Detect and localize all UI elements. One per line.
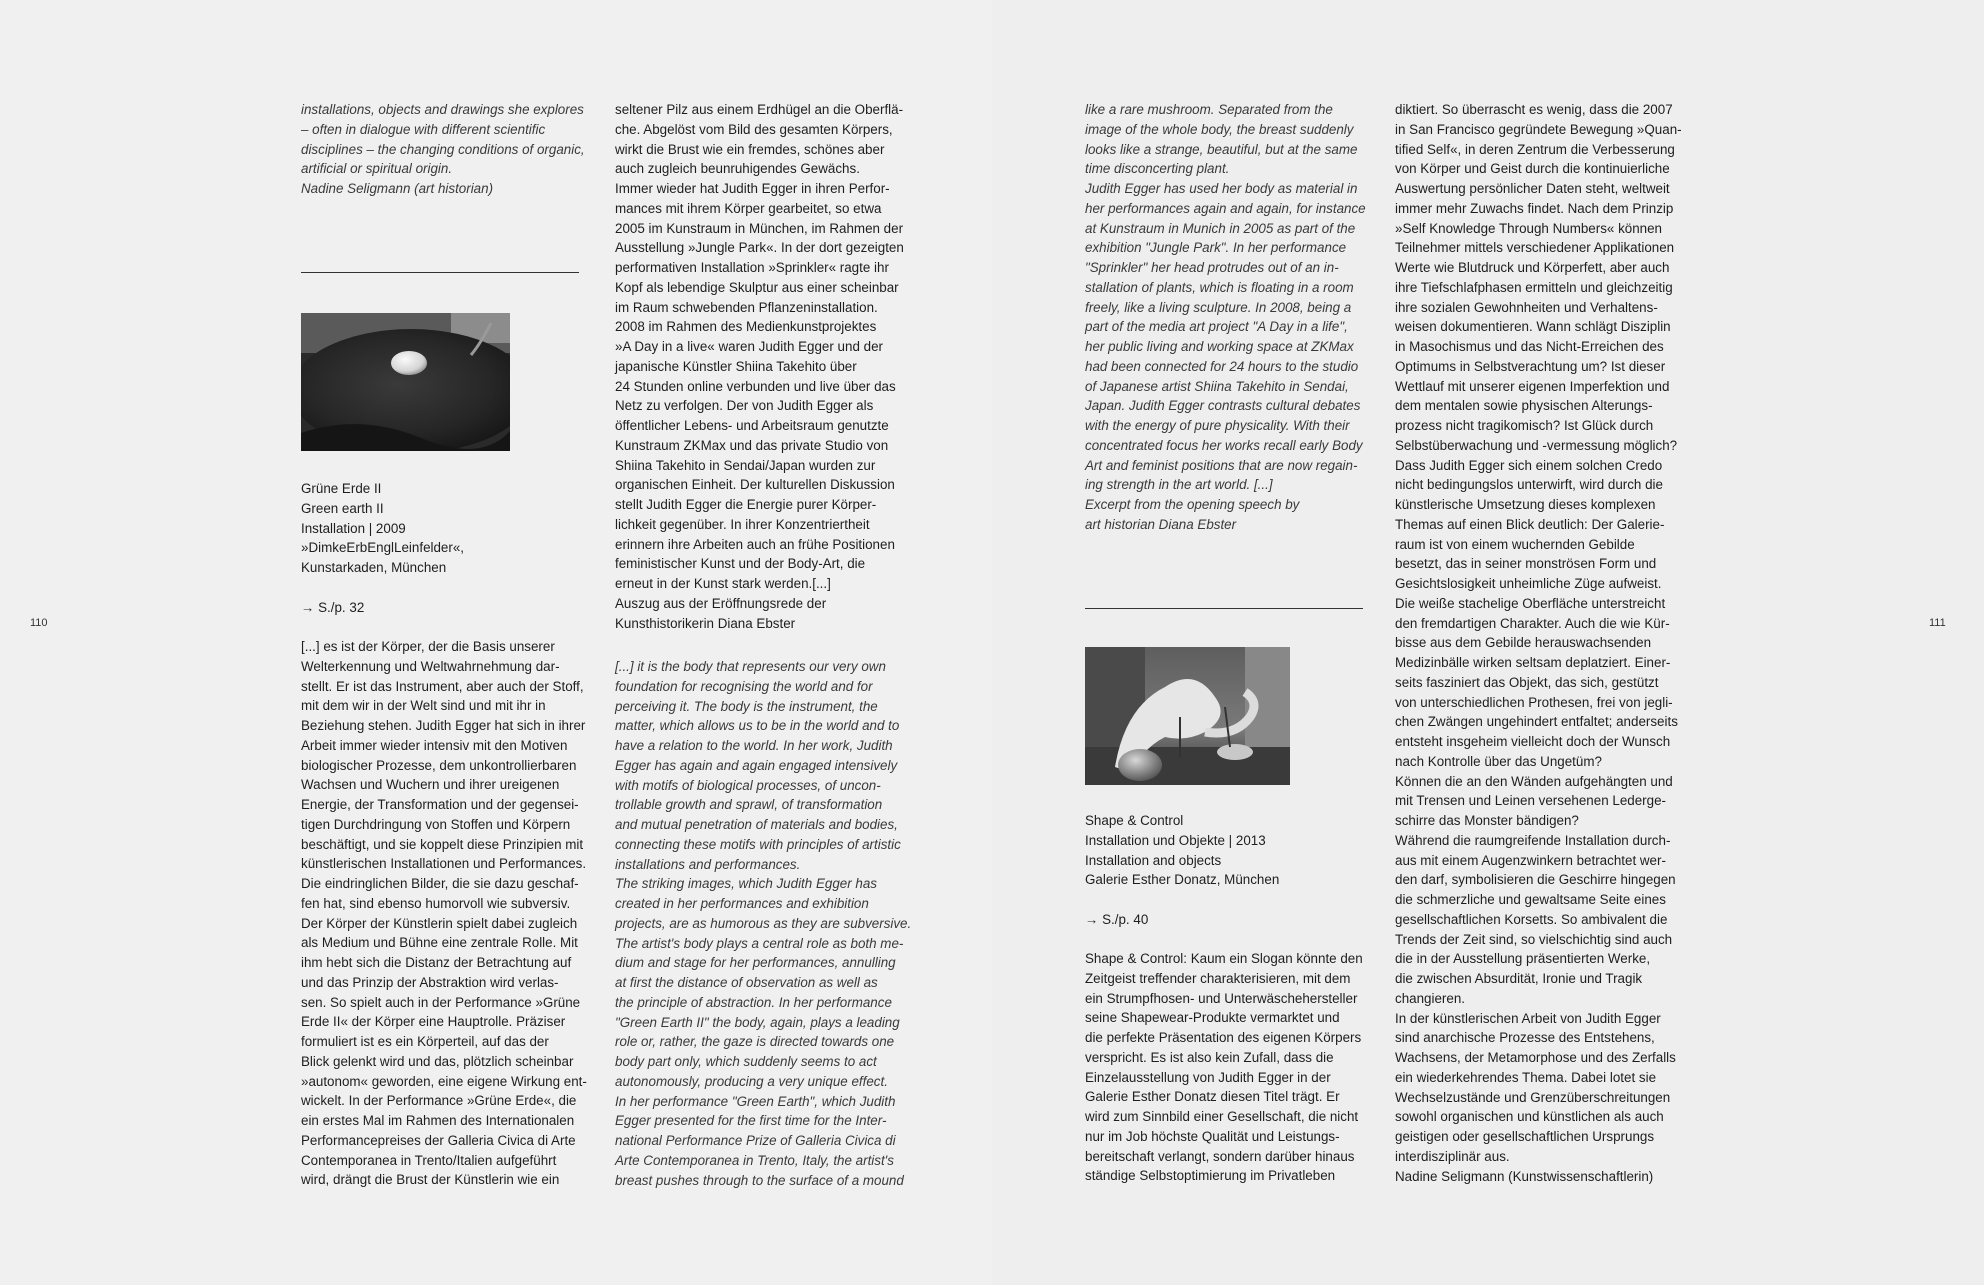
text-line: matter, which allows us to be in the world and to [615, 718, 900, 734]
text-line: concentrated focus her works recall early Body [1085, 437, 1363, 453]
text-line: artificial or spiritual origin. [301, 161, 453, 177]
text-line: wickelt. In der Performance »Grüne Erde«, die [301, 1093, 577, 1109]
source-credit: art historian Diana Ebster [1085, 516, 1237, 532]
text-line: stallation of plants, which is floating in a room [1085, 279, 1354, 295]
caption-exhibition: »DimkeErbEnglLeinfelder«, [301, 540, 465, 556]
text-line: bisse aus dem Gebilde herauswachsenden [1395, 635, 1652, 651]
text-line: Einzelausstellung von Judith Egger in der [1085, 1069, 1331, 1085]
text-line: foundation for recognising the world and for [615, 678, 873, 694]
text-line: performativen Installation »Sprinkler« ragte ihr [615, 260, 889, 275]
text-line: like a rare mushroom. Separated from the [1085, 102, 1333, 117]
text-line: Blick gelenkt wird und das, plötzlich scheinbar [301, 1053, 574, 1069]
text-line: erinnern ihre Arbeiten auch an frühe Positionen [615, 536, 895, 552]
text-line: feministischer Kunst und der Body-Art, die [615, 556, 866, 572]
text-line: lichkeit gegenüber. In ihrer Konzentriertheit [615, 516, 870, 532]
text-line: geistigen oder gesellschaftlichen Ursprungs [1395, 1129, 1655, 1144]
text-line: künstlerische Umsetzung dieses komplexen [1395, 497, 1656, 512]
caption-shape-control [1085, 811, 1375, 930]
text-line: In der künstlerischen Arbeit von Judith Egger [1395, 1010, 1661, 1026]
text-line: auch zugleich beunruhigendes Gewächs. [615, 161, 860, 177]
text-line: schirre das Monster bändigen? [1395, 813, 1579, 828]
text-line: die zwischen Absurdität, Ironie und Tragik [1395, 971, 1643, 986]
text-line: in San Francisco gegründete Bewegung »Quan- [1395, 121, 1682, 137]
text-line: Netz zu verfolgen. Der von Judith Egger als [615, 398, 874, 414]
author-credit: Nadine Seligmann (Kunstwissenschaftlerin) [1395, 1168, 1654, 1184]
text-line: dem mentalen sowie physischen Alterungs- [1395, 398, 1653, 414]
text-line: Wachsen und Wuchern und ihrer ureigenen [301, 777, 560, 793]
text-line: [...] es ist der Körper, der die Basis unserer [301, 639, 555, 654]
text-line: Dass Judith Egger sich einem solchen Credo [1395, 457, 1663, 473]
text-line: Während die raumgreifende Installation durch- [1395, 832, 1671, 848]
intro-text-en [301, 100, 591, 199]
text-line: 2005 im Kunstraum in München, im Rahmen der [615, 220, 904, 236]
text-line: Ausstellung »Jungle Park«. In der dort gezeigten [615, 240, 904, 256]
text-line: trollable growth and sprawl, of transformation [615, 797, 883, 813]
right-page [992, 0, 1984, 1285]
caption-subtitle: Green earth II [301, 500, 384, 516]
text-line: von Körper und Geist durch die kontinuierliche [1395, 161, 1670, 177]
text-line: ing strength in the art world. [...] [1085, 477, 1273, 493]
text-line: Wettlauf mit unserer eigenen Imperfektion und [1395, 378, 1670, 394]
text-line: öffentlicher Lebens- und Arbeitsraum genutzte [615, 418, 889, 433]
text-line: Art and feminist positions that are now regain- [1085, 457, 1358, 473]
text-line: nach Kontrolle über das Ungetüm? [1395, 753, 1602, 769]
text-line: had been connected for 24 hours to the studio [1085, 358, 1359, 374]
text-line: Zeitgeist treffender charakterisieren, mit dem [1085, 970, 1351, 986]
page-reference-link[interactable]: → S./p. 40 [1085, 911, 1149, 927]
text-line: den darf, symbolisieren die Geschirre hingegen [1395, 872, 1676, 888]
text-line: nur im Job höchste Qualität und Leistungs- [1085, 1128, 1340, 1144]
text-line: In her performance "Green Earth", which Judith [615, 1093, 896, 1109]
text-line: Contemporanea in Trento/Italien aufgeführt [301, 1152, 557, 1168]
text-line: part of the media art project "A Day in a life", [1085, 319, 1348, 335]
left-column-2-de [615, 100, 925, 633]
text-line: Arbeit immer wieder intensiv mit den Motiven [301, 737, 568, 753]
text-line: Beziehung stehen. Judith Egger hat sich in ihrer [301, 718, 586, 733]
text-line: changieren. [1395, 990, 1465, 1006]
text-line: looks like a strange, beautiful, but at the same [1085, 141, 1358, 157]
text-line: bereitschaft verlangt, sondern darüber hinaus [1085, 1148, 1355, 1164]
text-line: wirkt die Brust wie ein fremdes, schönes aber [615, 141, 885, 157]
source-credit: Auszug aus der Eröffnungsrede der [615, 595, 827, 611]
text-line: image of the whole body, the breast suddenly [1085, 121, 1354, 137]
text-line: Performancepreises der Galleria Civica di Arte [301, 1132, 576, 1148]
text-line: besetzt, das in seiner monströsen Form und [1395, 556, 1657, 572]
text-line: den fremdartigen Charakter. Auch die wie Kür- [1395, 615, 1670, 631]
text-line: Selbstüberwachung und -vermessung möglich? [1395, 437, 1678, 453]
text-line: Die weiße stachelige Oberfläche unterstreicht [1395, 595, 1666, 611]
text-line: [...] it is the body that represents our very own [615, 659, 886, 674]
text-line: Kopf als lebendige Skulptur aus einer scheinbar [615, 279, 899, 295]
text-line: wird zum Sinnbild einer Gesellschaft, die nicht [1085, 1109, 1359, 1124]
text-line: Egger has again and again engaged intensively [615, 757, 898, 773]
text-line: dium and stage for her performances, annulling [615, 955, 896, 971]
text-line: have a relation to the world. In her work, Judith [615, 738, 893, 753]
text-line: tified Self«, in deren Zentrum die Verbesserung [1395, 141, 1675, 157]
text-line: raum ist von einem wuchernden Gebilde [1395, 536, 1635, 552]
caption-title: Grüne Erde II [301, 481, 382, 496]
text-line: »A Day in a live« waren Judith Egger und der [615, 339, 883, 354]
text-line: "Green Earth II" the body, again, plays a leading [615, 1014, 900, 1030]
text-line: at Kunstraum in Munich in 2005 as part of the [1085, 220, 1356, 236]
body-text-de-left [301, 637, 601, 1190]
divider-rule [1085, 608, 1363, 609]
text-line: künstlerischen Installationen und Performances. [301, 856, 587, 872]
text-line: of Japanese artist Shiina Takehito in Sendai, [1085, 378, 1349, 394]
text-line: Themas auf einen Blick deutlich: Der Galerie- [1395, 516, 1665, 532]
text-line: Gesichtslosigkeit unheimliche Züge aufweist. [1395, 576, 1662, 591]
text-line: exhibition "Jungle Park". In her performance [1085, 240, 1347, 256]
right-column-1-en [1085, 100, 1375, 535]
text-line: die in der Ausstellung präsentierten Werke, [1395, 951, 1651, 967]
text-line: entsteht insgeheim vielleicht doch der Wunsch [1395, 734, 1671, 749]
text-line: Shiina Takehito in Sendai/Japan wurden zur [615, 457, 876, 473]
text-line: freely, like a living sculpture. In 2008, being a [1085, 299, 1352, 315]
text-line: Wechselzustände und Grenzüberschreitungen [1395, 1089, 1671, 1105]
text-line: the principle of abstraction. In her performance [615, 994, 892, 1010]
text-line: ein wiederkehrendes Thema. Dabei lotet sie [1395, 1069, 1657, 1085]
text-line: Medizinbälle wirken seltsam deplatziert. Einer- [1395, 655, 1671, 670]
text-line: her performances again and again, for instance [1085, 200, 1366, 216]
text-line: with motifs of biological processes, of uncon- [615, 777, 881, 793]
text-line: autonomously, producing a very unique effect. [615, 1073, 888, 1089]
text-line: Können die an den Wänden aufgehängten und [1395, 773, 1673, 789]
text-line: 24 Stunden online verbunden und live über das [615, 378, 896, 394]
text-line: beschäftigt, und sie koppelt diese Prinzipien mit [301, 836, 584, 852]
photo-graphic [1085, 647, 1290, 785]
caption-gruene-erde [301, 479, 591, 617]
text-line: diktiert. So überrascht es wenig, dass die 2007 [1395, 102, 1673, 117]
text-line: ständige Selbstoptimierung im Privatleben [1085, 1168, 1336, 1184]
text-line: Werte wie Blutdruck und Körperfett, aber auch [1395, 260, 1670, 275]
text-line: tigen Durchdringung von Stoffen und Körpern [301, 816, 571, 832]
text-line: nicht bedingungslos unterwirft, wird durch die [1395, 477, 1663, 493]
artwork-photo-shape-control [1085, 647, 1290, 785]
text-line: fen hat, sind ebenso humorvoll wie subversiv. [301, 895, 571, 911]
text-line: ihre sozialen Gewohnheiten und Verhaltens- [1395, 299, 1658, 315]
text-line: Judith Egger has used her body as material in [1085, 181, 1358, 196]
text-line: als Medium und Bühne eine zentrale Rolle. Mit [301, 935, 578, 951]
text-line: von unterschiedlichen Prothesen, frei von jegli- [1395, 694, 1673, 710]
text-line: die perfekte Präsentation des eigenen Körpers [1085, 1030, 1362, 1045]
text-line: verspricht. Es ist also kein Zufall, dass die [1085, 1049, 1334, 1065]
text-line: Arte Contemporanea in Trento, Italy, the artist's [615, 1152, 894, 1168]
text-line: immer mehr Zuwachs findet. Nach dem Prinzip [1395, 200, 1674, 216]
text-line: Optimums in Selbstverachtung um? Ist dieser [1395, 358, 1666, 374]
text-line: projects, are as humorous as they are subversive. [615, 915, 912, 931]
text-line: stellt. Er ist das Instrument, aber auch der Stoff, [301, 678, 584, 694]
text-line: Der Körper der Künstlerin spielt dabei zugleich [301, 915, 578, 931]
caption-venue: Galerie Esther Donatz, München [1085, 872, 1280, 888]
page-reference-link[interactable]: → S./p. 32 [301, 599, 365, 615]
text-line: japanische Künstler Shiina Takehito über [615, 358, 857, 374]
author-credit: Nadine Seligmann (art historian) [301, 181, 494, 196]
source-credit: Kunsthistorikerin Diana Ebster [615, 615, 796, 631]
text-line: Egger presented for the first time for the Inter- [615, 1113, 887, 1129]
text-line: Die eindringlichen Bilder, die sie dazu geschaf- [301, 876, 579, 891]
photo-graphic [301, 313, 510, 451]
caption-title: Shape & Control [1085, 813, 1184, 828]
text-line: sen. So spielt auch in der Performance »Grüne [301, 994, 581, 1010]
left-column-1 [301, 100, 591, 199]
text-line: Japan. Judith Egger contrasts cultural debates [1085, 398, 1361, 414]
text-line: weisen dokumentieren. Wann schlägt Disziplin [1395, 319, 1671, 335]
caption-venue: Kunstarkaden, München [301, 560, 447, 575]
text-line: erneut in der Kunst stark werden.[...] [615, 576, 831, 591]
text-line: wird, drängt die Brust der Künstlerin wie ein [301, 1172, 560, 1188]
text-line: che. Abgelöst vom Bild des gesamten Körpers, [615, 121, 893, 137]
caption-subtitle: Installation and objects [1085, 852, 1222, 868]
text-line: biologischer Prozesse, dem unkontrollierbaren [301, 757, 577, 773]
text-line: mances mit ihrem Körper gearbeitet, so etwa [615, 200, 882, 216]
text-line: organischen Einheit. Der kulturellen Diskussion [615, 477, 895, 493]
text-line: Kunstraum ZKMax und das private Studio von [615, 437, 889, 453]
text-line: »autonom« geworden, eine eigene Wirkung ent- [301, 1073, 587, 1089]
text-line: national Performance Prize of Galleria Civica di [615, 1133, 896, 1148]
text-line: ein Strumpfhosen- und Unterwäschehersteller [1085, 990, 1358, 1006]
text-line: Trends der Zeit sind, so vielschichtig sind auch [1395, 931, 1673, 947]
text-line: mit Trensen und Leinen versehenen Lederge- [1395, 793, 1666, 809]
text-line: chen Zwängen ungehindert entfaltet; anderseits [1395, 714, 1678, 730]
text-line: und das Prinzip der Abstraktion wird verlas- [301, 974, 559, 990]
page-number-right: 111 [1929, 617, 1946, 629]
source-credit: Excerpt from the opening speech by [1085, 497, 1300, 512]
text-line: connecting these motifs with principles of artistic [615, 836, 901, 852]
text-line: breast pushes through to the surface of a mound [615, 1172, 904, 1188]
text-line: gesellschaftlichen Korsetts. So ambivalent die [1395, 911, 1668, 927]
text-line: formuliert ist es ein Körperteil, auf das der [301, 1034, 549, 1049]
text-line: sowohl organischen und künstlichen als auch [1395, 1109, 1664, 1125]
text-line: Energie, der Transformation und der gegensei- [301, 797, 579, 812]
text-line: time disconcerting plant. [1085, 161, 1230, 177]
text-line: role or, rather, the gaze is directed towards one [615, 1034, 895, 1050]
text-line: Erde II« der Körper eine Hauptrolle. Präziser [301, 1014, 566, 1030]
text-line: Welterkennung und Weltwahrnehmung dar- [301, 658, 560, 674]
left-column-2-en [615, 657, 925, 1190]
caption-meta: Installation und Objekte | 2013 [1085, 832, 1266, 848]
text-line: »Self Knowledge Through Numbers« können [1395, 220, 1662, 236]
text-line: her public living and working space at ZKMax [1085, 339, 1354, 354]
divider-rule [301, 272, 579, 273]
text-line: interdisziplinär aus. [1395, 1148, 1510, 1164]
artwork-photo-gruene-erde [301, 313, 510, 451]
text-line: with the energy of pure physicality. With their [1085, 418, 1350, 433]
text-line: mit dem wir in der Welt sind und mit ihr in [301, 698, 546, 714]
text-line: Wachsens, der Metamorphose und des Zerfalls [1395, 1050, 1676, 1065]
text-line: Shape & Control: Kaum ein Slogan könnte den [1085, 951, 1363, 966]
text-line: seine Shapewear-Produkte vermarktet und [1085, 1010, 1340, 1026]
text-line: installations and performances. [615, 856, 801, 872]
text-line: Immer wieder hat Judith Egger in ihren Perfor- [615, 181, 890, 196]
caption-meta: Installation | 2009 [301, 520, 406, 536]
text-line: in Masochismus und das Nicht-Erreichen des [1395, 339, 1664, 354]
text-line: Auswertung persönlicher Daten steht, weltweit [1395, 181, 1670, 196]
text-line: at first the distance of observation as well as [615, 975, 878, 990]
text-line: ein erstes Mal im Rahmen des Internationalen [301, 1113, 575, 1128]
text-line: – often in dialogue with different scientific [301, 121, 546, 137]
text-line: disciplines – the changing conditions of organic, [301, 141, 585, 157]
page-number-left: 110 [30, 617, 48, 629]
text-line: ihm hebt sich die Distanz der Betrachtung auf [301, 955, 572, 970]
text-line: seltener Pilz aus einem Erdhügel an die Oberflä- [615, 102, 904, 117]
text-line: stellt Judith Egger die Energie purer Körper- [615, 497, 877, 512]
text-line: body part only, which suddenly seems to act [615, 1054, 877, 1069]
text-line: installations, objects and drawings she explores [301, 102, 584, 117]
text-line: "Sprinkler" her head protrudes out of an in- [1085, 260, 1339, 275]
text-line: aus mit einem Augenzwinkern betrachtet wer- [1395, 852, 1666, 868]
text-line: prozess nicht tragikomisch? Ist Glück durch [1395, 418, 1654, 433]
text-line: The striking images, which Judith Egger has [615, 876, 877, 892]
text-line: and mutual penetration of materials and bodies, [615, 817, 898, 832]
text-line: im Raum schwebenden Pflanzeninstallation. [615, 299, 878, 315]
text-line: The artist's body plays a central role as both me- [615, 935, 904, 951]
text-line: sind anarchische Prozesse des Entstehens, [1395, 1030, 1655, 1046]
text-line: die schmerzliche und gewaltsame Seite eines [1395, 892, 1666, 907]
body-text-de-right [1085, 949, 1385, 1186]
text-line: 2008 im Rahmen des Medienkunstprojektes [615, 319, 877, 335]
right-column-2 [1395, 100, 1710, 1186]
text-line: Teilnehmer mittels verschiedener Applikationen [1395, 240, 1675, 256]
text-line: seits fasziniert das Objekt, das sich, gestützt [1395, 674, 1659, 690]
text-line: Galerie Esther Donatz diesen Titel trägt. Er [1085, 1089, 1340, 1105]
text-line: ihre Tiefschlafphasen ermitteln und gleichzeitig [1395, 279, 1673, 295]
text-line: perceiving it. The body is the instrument, the [615, 698, 878, 714]
text-line: created in her performances and exhibition [615, 896, 869, 911]
